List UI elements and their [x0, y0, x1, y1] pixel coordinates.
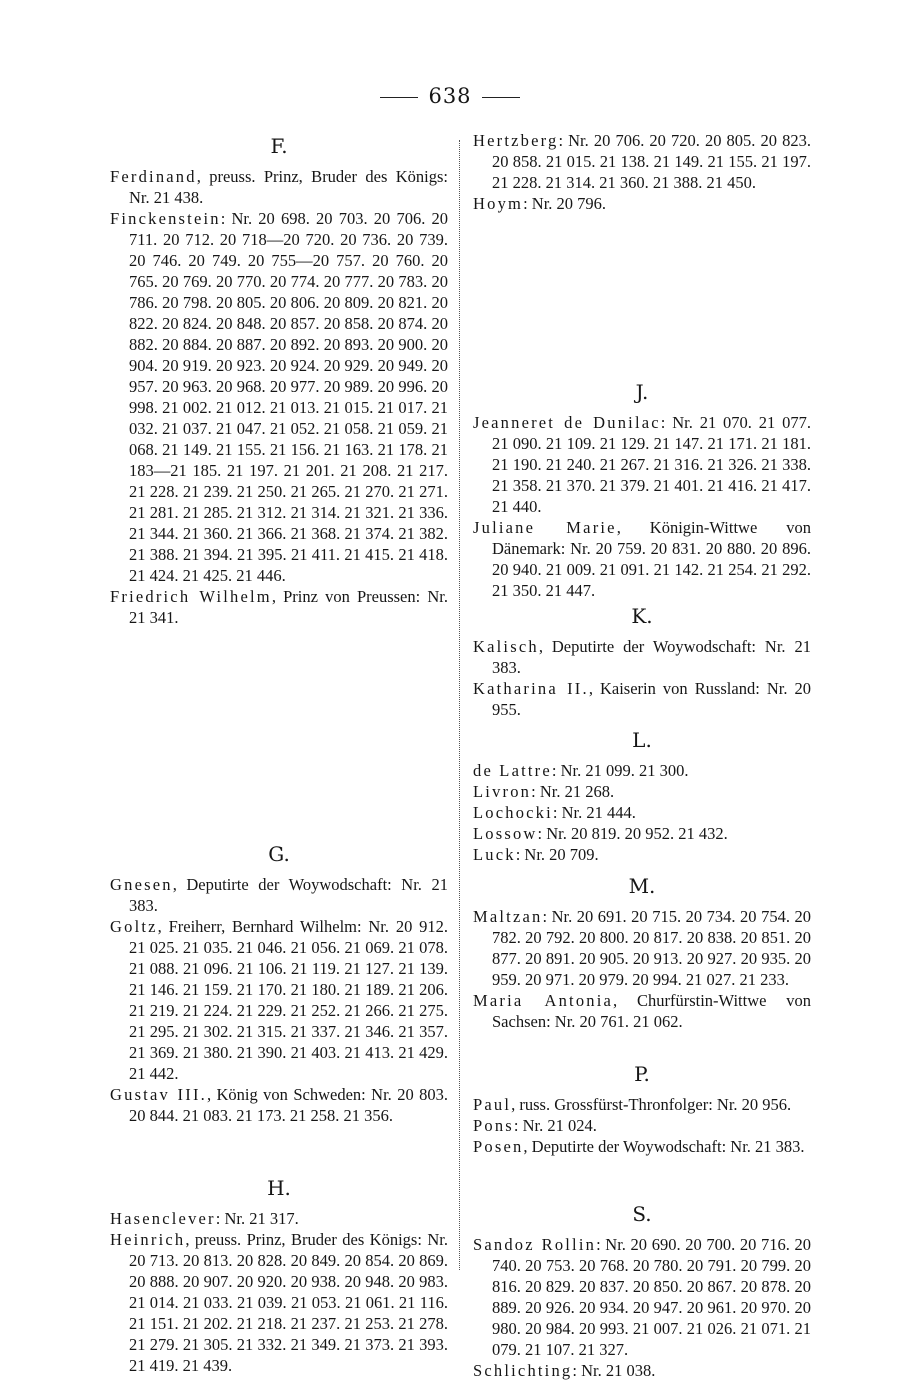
entry-references: , preuss. Prinz, Bruder des Königs: Nr. 21 438.	[129, 167, 448, 207]
entry-name: Heinrich	[110, 1230, 186, 1249]
entry-references: , Freiherr, Bernhard Wilhelm: Nr. 20 912. 21 025. 21 035. 21 046. 21 056. 21 069. 21 078. 21 088. 21 096. 21 106. 21 119. 21 127. 21 139. 21 146. 21 159. 21 170. 21 180. 21 189. 21 206. 21 219. 21 224. 21 229. 21 252. 21 266. 21 275. 21 295. 21 302. 21 315. 21 337. 21 346. 21 357. 21 369. 21 380. 21 390. 21 403. 21 413. 21 429. 21 442.	[129, 917, 448, 1083]
index-entry	[473, 1360, 811, 1381]
index-entry	[473, 130, 811, 193]
entry-name: Maltzan	[473, 907, 543, 926]
section-L	[473, 728, 811, 865]
entry-references: : Nr. 20 691. 20 715. 20 734. 20 754. 20 782. 20 792. 20 800. 20 817. 20 838. 20 851. 20 877. 20 891. 20 905. 20 913. 20 927. 20 935. 20 959. 20 971. 20 979. 20 994. 21 027. 21 233.	[492, 907, 811, 989]
index-entry	[473, 990, 811, 1032]
entry-name: Lochocki	[473, 803, 553, 822]
entry-references: : Nr. 21 099. 21 300.	[551, 761, 689, 780]
entry-references: , Königin-Wittwe von Dänemark: Nr. 20 759. 20 831. 20 880. 20 896. 20 940. 21 009. 21 091. 21 142. 21 254. 21 292. 21 350. 21 447.	[492, 518, 811, 600]
section-letter: F.	[270, 134, 288, 158]
index-entry	[473, 193, 811, 214]
section-F	[110, 134, 448, 628]
index-entry	[473, 678, 811, 720]
index-entry	[473, 760, 811, 781]
index-entry	[110, 916, 448, 1084]
entry-name: Finckenstein	[110, 209, 221, 228]
index-entry	[473, 412, 811, 517]
section-K	[473, 604, 811, 720]
section-letter: H.	[267, 1176, 291, 1200]
entry-name: Sandoz Rollin	[473, 1235, 597, 1254]
index-entry	[473, 1136, 811, 1157]
entry-references: , König von Schweden: Nr. 20 803. 20 844. 21 083. 21 173. 21 258. 21 356.	[129, 1085, 448, 1125]
index-entry	[473, 636, 811, 678]
entry-name: Hertzberg	[473, 131, 559, 150]
entry-name: Posen	[473, 1137, 524, 1156]
entry-references: , preuss. Prinz, Bruder des Königs: Nr. 20 713. 20 813. 20 828. 20 849. 20 854. 20 869. 20 888. 20 907. 20 920. 20 938. 20 948. 20 983. 21 014. 21 033. 21 039. 21 053. 21 061. 21 116. 21 151. 21 202. 21 218. 21 237. 21 253. 21 278. 21 279. 21 305. 21 332. 21 349. 21 373. 21 393. 21 419. 21 439.	[129, 1230, 448, 1375]
section-letter: S.	[632, 1202, 652, 1226]
index-entry	[110, 1084, 448, 1126]
entry-references: : Nr. 20 709.	[515, 845, 599, 864]
index-entry	[473, 781, 811, 802]
entry-name: Pons	[473, 1116, 514, 1135]
section-G	[110, 842, 448, 1126]
section-M	[473, 874, 811, 1032]
entry-references: , Deputirte der Woywodschaft: Nr. 21 383.	[129, 875, 448, 915]
section-J	[473, 380, 811, 601]
section-S	[473, 1202, 811, 1381]
entry-references: : Nr. 21 444.	[552, 803, 636, 822]
entry-name: Ferdinand	[110, 167, 197, 186]
entry-name: Juliane Marie	[473, 518, 617, 537]
section-letter: K.	[631, 604, 653, 628]
entry-name: Gnesen	[110, 875, 173, 894]
index-entry	[110, 208, 448, 586]
entry-name: Livron	[473, 782, 532, 801]
entry-name: Luck	[473, 845, 516, 864]
entry-references: : Nr. 21 038.	[572, 1361, 656, 1380]
entry-name: Maria Antonia	[473, 991, 614, 1010]
entry-name: Hasenclever	[110, 1209, 216, 1228]
rule-left	[380, 97, 418, 98]
column-divider	[459, 140, 460, 1270]
section-H	[473, 130, 811, 214]
index-entry	[473, 844, 811, 865]
page-number-line	[0, 84, 900, 108]
section-H	[110, 1176, 448, 1376]
page-number: 638	[428, 84, 472, 108]
entry-references: , Deputirte der Woywodschaft: Nr. 21 383.	[492, 637, 811, 677]
index-entry	[110, 874, 448, 916]
index-entry	[110, 166, 448, 208]
entry-name: Paul	[473, 1095, 512, 1114]
entry-references: , Churfürstin-Wittwe von Sachsen: Nr. 20 761. 21 062.	[492, 991, 811, 1031]
entry-references: : Nr. 21 317.	[215, 1209, 299, 1228]
entry-references: , Prinz von Preussen: Nr. 21 341.	[129, 587, 448, 627]
rule-right	[482, 97, 520, 98]
entry-name: Katharina II.	[473, 679, 589, 698]
section-P	[473, 1062, 811, 1157]
index-entry	[473, 906, 811, 990]
index-entry	[110, 586, 448, 628]
entry-name: Jeanneret de Dunilac	[473, 413, 661, 432]
index-entry	[110, 1208, 448, 1229]
entry-name: Hoym	[473, 194, 524, 213]
index-entry	[473, 802, 811, 823]
entry-name: Lossow	[473, 824, 538, 843]
index-entry	[473, 1094, 811, 1115]
entry-references: , russ. Grossfürst-Thronfolger: Nr. 20 956.	[511, 1095, 792, 1114]
entry-name: Kalisch	[473, 637, 539, 656]
index-entry	[473, 823, 811, 844]
entry-references: : Nr. 21 070. 21 077. 21 090. 21 109. 21 129. 21 147. 21 171. 21 181. 21 190. 21 240. 21 267. 21 316. 21 326. 21 338. 21 358. 21 370. 21 379. 21 401. 21 416. 21 417. 21 440.	[492, 413, 811, 516]
entry-name: Friedrich Wilhelm	[110, 587, 272, 606]
section-letter: J.	[635, 380, 649, 404]
section-letter: M.	[628, 874, 656, 898]
entry-references: : Nr. 20 706. 20 720. 20 805. 20 823. 20 858. 21 015. 21 138. 21 149. 21 155. 21 197. 21 228. 21 314. 21 360. 21 388. 21 450.	[492, 131, 811, 192]
entry-references: , Deputirte der Woywodschaft: Nr. 21 383.	[523, 1137, 805, 1156]
entry-references: : Nr. 20 819. 20 952. 21 432.	[537, 824, 728, 843]
index-entry	[473, 517, 811, 601]
entry-name: Schlichting	[473, 1361, 573, 1380]
entry-references: : Nr. 21 024.	[513, 1116, 597, 1135]
index-entry	[473, 1234, 811, 1360]
entry-references: : Nr. 20 698. 20 703. 20 706. 20 711. 20 712. 20 718—20 720. 20 736. 20 739. 20 746. 20 749. 20 755—20 757. 20 760. 20 765. 20 769. 20 770. 20 774. 20 777. 20 783. 20 786. 20 798. 20 805. 20 806. 20 809. 20 821. 20 822. 20 824. 20 848. 20 857. 20 858. 20 874. 20 882. 20 884. 20 887. 20 892. 20 893. 20 900. 20 904. 20 919. 20 923. 20 924. 20 929. 20 949. 20 957. 20 963. 20 968. 20 977. 20 989. 20 996. 20 998. 21 002. 21 012. 21 013. 21 015. 21 017. 21 032. 21 037. 21 047. 21 052. 21 058. 21 059. 21 068. 21 149. 21 155. 21 156. 21 163. 21 178. 21 183—21 185. 21 197. 21 201. 21 208. 21 217. 21 228. 21 239. 21 250. 21 265. 21 270. 21 271. 21 281. 21 285. 21 312. 21 314. 21 321. 21 336. 21 344. 21 360. 21 366. 21 368. 21 374. 21 382. 21 388. 21 394. 21 395. 21 411. 21 415. 21 418. 21 424. 21 425. 21 446.	[129, 209, 448, 585]
section-letter: G.	[268, 842, 290, 866]
entry-references: : Nr. 21 268.	[531, 782, 615, 801]
entry-references: : Nr. 20 690. 20 700. 20 716. 20 740. 20 753. 20 768. 20 780. 20 791. 20 799. 20 816. 20 829. 20 837. 20 850. 20 867. 20 878. 20 889. 20 926. 20 934. 20 947. 20 961. 20 970. 20 980. 20 984. 20 993. 21 007. 21 026. 21 071. 21 079. 21 107. 21 327.	[492, 1235, 811, 1359]
section-letter: P.	[634, 1062, 650, 1086]
index-entry	[473, 1115, 811, 1136]
entry-name: Goltz	[110, 917, 158, 936]
section-letter: L.	[632, 728, 652, 752]
entry-name: de Lattre	[473, 761, 552, 780]
entry-name: Gustav III.	[110, 1085, 207, 1104]
index-entry	[110, 1229, 448, 1376]
entry-references: , Kaiserin von Russland: Nr. 20 955.	[492, 679, 811, 719]
entry-references: : Nr. 20 796.	[523, 194, 607, 213]
